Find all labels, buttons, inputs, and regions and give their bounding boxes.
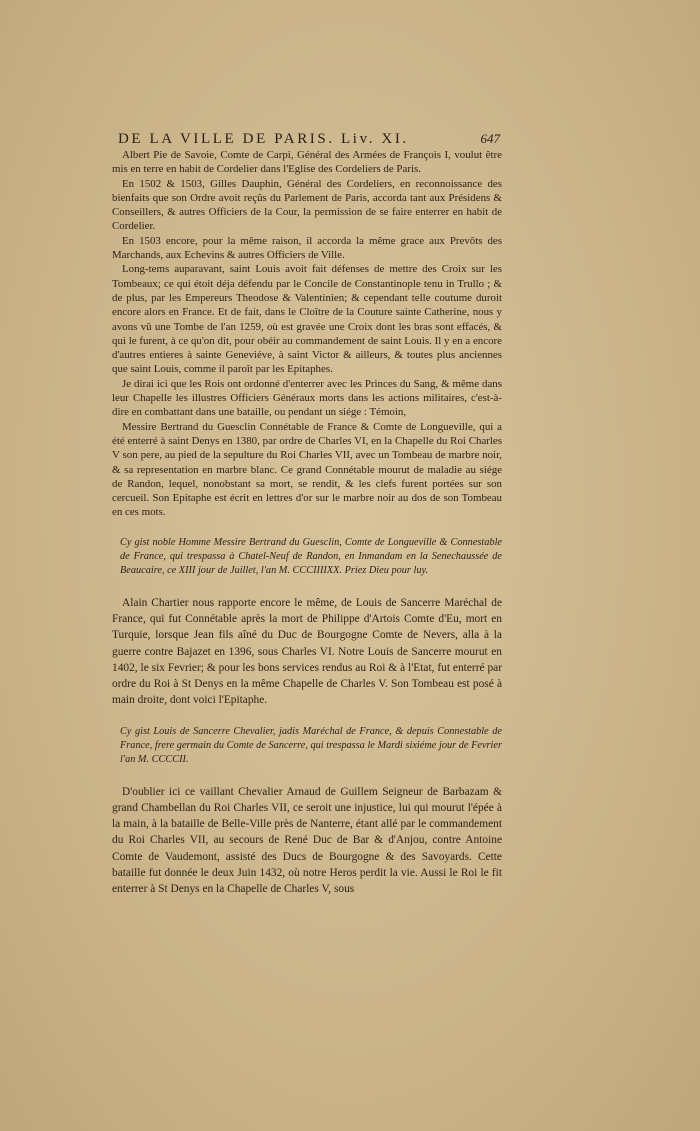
epitaph-sancerre: Cy gist Louis de Sancerre Chevalier, jadis Maréchal de France, & depuis Connestable de France, frere germain du Comte de Sancerre, qui trespassa le Mardi sixiéme jour de Fevrier l'an M. CCCCII. — [120, 725, 502, 766]
paragraph: D'oublier ici ce vaillant Chevalier Arnaud de Guillem Seigneur de Barbazam & grand Chambellan du Roi Charles VII, ce seroit une injustice, lui qui mourut l'épée à la main, à la bataille de Belle-Ville près de Nanterre, étant allé par le commandement du Roi Charles VII, au secours de René Duc de Bar & d'Anjou, contre Antoine Comte de Vaudemont, assisté des Ducs de Bourgogne & des Savoyards. Cette bataille fut donnée le deux Juin 1432, où notre Heros perdit la vie. Aussi le Roi le fit enterrer à St Denys en la Chapelle de Charles V, sous — [112, 785, 502, 896]
paragraph: En 1502 & 1503, Gilles Dauphin, Général des Cordeliers, en reconnoissance des bienfaits que son Ordre avoit reçûs du Parlement de Paris, accorda tant aux Présidens & Conseillers, & autres Officiers de la Cour, la permission de se faire enterrer en habit de Cordelier. — [112, 177, 502, 233]
paragraph: Alain Chartier nous rapporte encore le même, de Louis de Sancerre Maréchal de France, qui fut Connétable après la mort de Philippe d'Artois Comte d'Eu, mort en Turquie, lorsque Jean fils aîné du Duc de Bourgogne Comte de Nevers, alla à la guerre contre Bajazet en 1396, sous Charles VI. Notre Louis de Sancerre mourut en 1402, le six Fevrier; & pour les bons services rendus au Roi & à l'Etat, fut enterré par ordre du Roi à St Denys en la même Chapelle de Charles V. Son Tombeau est posé à main droite, dont voici l'Epitaphe. — [112, 596, 502, 707]
page-body — [112, 148, 502, 898]
epitaph-guesclin: Cy gist noble Homme Messire Bertrand du Guesclin, Comte de Longueville & Connestable de France, qui trespassa à Chatel-Neuf de Randon, en Inmandam en la Senechaussée de Beaucaire, ce XIII jour de Juillet, l'an M. CCCIIIIXX. Priez Dieu pour luy. — [120, 536, 502, 577]
paragraph: Messire Bertrand du Guesclin Connétable de France & Comte de Longueville, qui a été enterré à saint Denys en 1380, par ordre de Charles VI, en la Chapelle du Roi Charles V son pere, au pied de la sepulture du Roi Charles VII, avec un Tombeau de marbre noir, & sa representation en marbre blanc. Ce grand Connétable mourut de maladie au siége de Randon, lequel, nonobstant sa mort, se rendit, & les clefs furent portées sur son cercueil. Son Epitaphe est écrit en lettres d'or sur le marbre noir au dos de son Tombeau en ces mots. — [112, 420, 502, 519]
paragraph: Albert Pie de Savoie, Comte de Carpi, Général des Armées de François I, voulut être mis en terre en habit de Cordelier dans l'Eglise des Cordeliers de Paris. — [112, 149, 502, 176]
page-number: 647 — [480, 131, 500, 146]
page-header — [118, 131, 500, 148]
paragraph: Je dirai ici que les Rois ont ordonné d'enterrer avec les Princes du Sang, & même dans leur Chapelle les illustres Officiers Généraux morts dans les actions militaires, c'est-à-dire en combattant dans une bataille, ou pendant un siége : Témoin, — [112, 377, 502, 419]
paragraph: En 1503 encore, pour la même raison, il accorda la même grace aux Prevôts des Marchands, aux Echevins & autres Officiers de Ville. — [112, 234, 502, 262]
running-title: DE LA VILLE DE PARIS. Liv. XI. — [118, 131, 409, 147]
paragraph: Long-tems auparavant, saint Louis avoit fait défenses de mettre des Croix sur les Tombeaux; ce qui étoit déja défendu par le Concile de Constantinople tenu in Trullo ; & de plus, par les Empereurs Theodose & Valentinien; & cependant telle coutume duroit encore alors en France. Et de fait, dans le Cloître de la Couture sainte Catherine, nous y avons vû une Tombe de l'an 1259, où est gravée une Croix dont les bras sont effacés, & qui le furent, à ce qu'on dit, pour obéir au commandement de saint Louis. Il y en a encore d'autres entieres à sainte Geneviéve, à saint Victor & ailleurs, & toutes plus anciennes que saint Louis, comme il paroît par les Epitaphes. — [112, 263, 502, 376]
